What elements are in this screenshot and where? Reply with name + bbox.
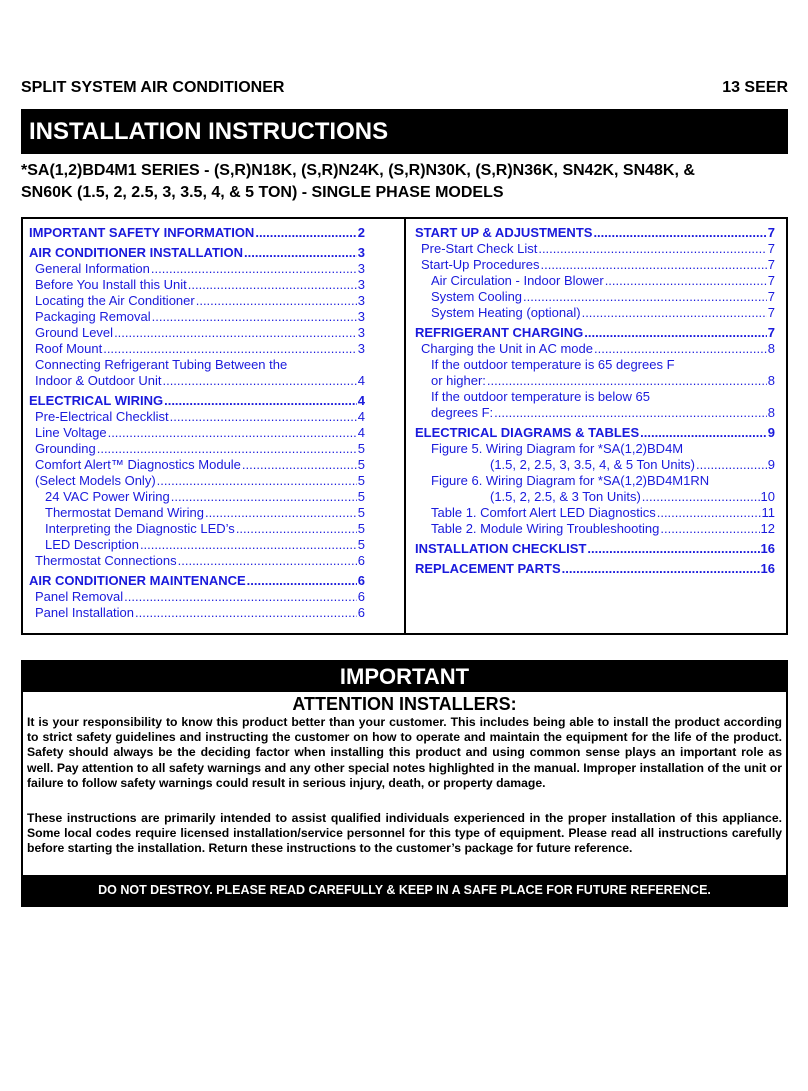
toc-label: General Information (35, 261, 150, 276)
toc-leader-dots (541, 257, 767, 273)
toc-left-column (29, 225, 365, 621)
toc-leader-dots (135, 605, 357, 621)
toc-link[interactable] (29, 605, 365, 621)
seer-rating: 13 SEER (722, 79, 788, 96)
toc-continuation: If the outdoor temperature is 65 degrees F (431, 357, 675, 372)
toc-label: Packaging Removal (35, 309, 151, 324)
toc-leader-dots (124, 589, 357, 605)
toc-label: System Cooling (431, 289, 523, 304)
toc-page-number: 5 (357, 537, 365, 552)
toc-page-number: 8 (767, 341, 775, 356)
toc-label: (Select Models Only) (35, 473, 156, 488)
toc-label: Ground Level (35, 325, 114, 340)
toc-leader-dots (236, 521, 357, 537)
toc-label: Table 1. Comfort Alert LED Diagnostics (431, 505, 656, 520)
toc-section-link[interactable] (29, 245, 365, 261)
toc-page-number: 3 (357, 309, 365, 324)
toc-link[interactable] (29, 441, 365, 457)
do-not-destroy-footer: DO NOT DESTROY. PLEASE READ CAREFULLY & KEEP IN A SAFE PLACE FOR FUTURE REFERENCE. (23, 875, 786, 905)
toc-label: Table 2. Module Wiring Troubleshooting (431, 521, 660, 536)
toc-page-number: 8 (767, 373, 775, 388)
toc-leader-dots (108, 425, 357, 441)
notice-paragraph: It is your responsibility to know this product better than your customer. This includes being able to install the product according to strict safety guidelines and instructing the customer on how to operate and maintain the equipment for the life of the product. Safety should always be the deciding factor when installing this product and using common sense plays an important role as well. Pay attention to all safety warnings and any other special notes highlighted in the manual. Improper installation of the unit or failure to follow safety warnings could result in serious injury, death, or property damage. (27, 715, 782, 790)
toc-page-number: 5 (357, 441, 365, 456)
toc-label: INSTALLATION CHECKLIST (415, 541, 587, 556)
toc-label: AIR CONDITIONER INSTALLATION (29, 245, 244, 260)
toc-page-number: 4 (357, 425, 365, 440)
toc-link[interactable] (29, 505, 365, 521)
toc-link[interactable] (29, 261, 365, 277)
toc-leader-dots (523, 289, 767, 305)
toc-page-number: 3 (357, 245, 365, 260)
toc-link[interactable] (415, 405, 775, 421)
toc-label: Indoor & Outdoor Unit (35, 373, 162, 388)
subtitle-line: *SA(1,2)BD4M1 SERIES - (S,R)N18K, (S,R)N24K, (S,R)N30K, (S,R)N36K, SN42K, SN48K, & (21, 162, 695, 179)
toc-page-number: 5 (357, 457, 365, 472)
toc-leader-dots (696, 457, 767, 473)
toc-page-number: 10 (760, 489, 775, 504)
toc-link[interactable] (29, 589, 365, 605)
toc-page-number: 3 (357, 341, 365, 356)
toc-page-number: 9 (767, 425, 775, 440)
toc-label: Charging the Unit in AC mode (421, 341, 593, 356)
table-of-contents (21, 217, 788, 635)
toc-leader-dots (152, 309, 357, 325)
toc-leader-dots (642, 489, 760, 505)
toc-label: Pre-Electrical Checklist (35, 409, 169, 424)
toc-page-number: 6 (357, 605, 365, 620)
toc-section-link[interactable] (29, 393, 365, 409)
toc-label: Before You Install this Unit (35, 277, 187, 292)
toc-leader-dots (640, 425, 767, 441)
toc-leader-dots (171, 489, 357, 505)
toc-link[interactable] (29, 325, 365, 341)
toc-leader-dots (97, 441, 357, 457)
toc-page-number: 6 (357, 573, 365, 588)
toc-leader-dots (188, 277, 357, 293)
toc-link[interactable] (415, 505, 775, 521)
toc-leader-dots (242, 457, 357, 473)
toc-link[interactable] (29, 373, 365, 389)
toc-label: Start-Up Procedures (421, 257, 540, 272)
toc-page-number: 9 (767, 457, 775, 472)
notice-paragraph: These instructions are primarily intended to assist qualified individuals experienced in the proper installation of this appliance. Some local codes require licensed installation/service personnel for this type of equipment. Please read all instructions carefully before starting the installation. Return these instructions to the customer’s package for future reference. (27, 811, 782, 856)
toc-page-number: 6 (357, 553, 365, 568)
toc-leader-dots (114, 325, 357, 341)
toc-leader-dots (170, 409, 357, 425)
toc-link[interactable] (415, 521, 775, 537)
toc-section-link[interactable] (415, 325, 775, 341)
toc-continuation: If the outdoor temperature is below 65 (431, 389, 650, 404)
toc-label: 24 VAC Power Wiring (45, 489, 170, 504)
toc-page-number: 7 (767, 305, 775, 320)
toc-leader-dots (593, 225, 766, 241)
toc-continuation: Connecting Refrigerant Tubing Between the (35, 357, 288, 372)
toc-label: REFRIGERANT CHARGING (415, 325, 584, 340)
toc-leader-dots (151, 261, 357, 277)
toc-link[interactable] (29, 457, 365, 473)
toc-label: Pre-Start Check List (421, 241, 538, 256)
toc-leader-dots (562, 561, 760, 577)
toc-leader-dots (582, 305, 767, 321)
toc-page-number: 3 (357, 261, 365, 276)
toc-page-number: 4 (357, 373, 365, 388)
toc-link[interactable] (415, 341, 775, 357)
toc-label: or higher: (431, 373, 486, 388)
toc-label: LED Description (45, 537, 139, 552)
toc-page-number: 5 (357, 489, 365, 504)
toc-page-number: 6 (357, 589, 365, 604)
toc-page-number: 7 (767, 273, 775, 288)
toc-link[interactable] (415, 241, 775, 257)
toc-link[interactable] (29, 521, 365, 537)
toc-label: degrees F: (431, 405, 494, 420)
toc-link[interactable] (29, 341, 365, 357)
toc-label: Thermostat Connections (35, 553, 177, 568)
toc-leader-dots (157, 473, 357, 489)
toc-label: REPLACEMENT PARTS (415, 561, 561, 576)
toc-leader-dots (657, 505, 761, 521)
toc-section-link[interactable] (415, 225, 775, 241)
toc-label: Thermostat Demand Wiring (45, 505, 204, 520)
toc-page-number: 7 (767, 257, 775, 272)
toc-page-number: 16 (760, 561, 775, 576)
model-subtitle (21, 160, 788, 204)
toc-page-number: 5 (357, 521, 365, 536)
toc-page-number: 8 (767, 405, 775, 420)
toc-label: Locating the Air Conditioner (35, 293, 195, 308)
toc-label: ELECTRICAL WIRING (29, 393, 164, 408)
toc-leader-dots (494, 405, 767, 421)
toc-leader-dots (584, 325, 766, 341)
attention-subtitle: ATTENTION INSTALLERS: (292, 694, 517, 714)
toc-leader-dots (196, 293, 357, 309)
toc-page-number: 11 (761, 505, 775, 520)
toc-link[interactable] (29, 425, 365, 441)
toc-label: Roof Mount (35, 341, 103, 356)
toc-link[interactable] (29, 553, 365, 569)
toc-link[interactable] (29, 293, 365, 309)
toc-leader-dots (244, 245, 357, 261)
toc-leader-dots (247, 573, 357, 589)
toc-page-number: 7 (767, 289, 775, 304)
toc-leader-dots (255, 225, 356, 241)
toc-continuation: Figure 6. Wiring Diagram for *SA(1,2)BD4M1RN (431, 473, 710, 488)
toc-leader-dots (164, 393, 357, 409)
toc-link[interactable] (415, 273, 775, 289)
toc-leader-dots (103, 341, 357, 357)
toc-label: START UP & ADJUSTMENTS (415, 225, 593, 240)
header-row (21, 79, 788, 99)
toc-page-number: 4 (357, 393, 365, 408)
important-notice (21, 660, 788, 907)
toc-link[interactable] (415, 489, 775, 505)
toc-leader-dots (487, 373, 767, 389)
toc-link[interactable] (29, 277, 365, 293)
toc-label: System Heating (optional) (431, 305, 581, 320)
toc-leader-dots (162, 373, 356, 389)
toc-label: Air Circulation - Indoor Blower (431, 273, 604, 288)
toc-link[interactable] (415, 373, 775, 389)
toc-label: (1.5, 2, 2.5, & 3 Ton Units) (490, 489, 641, 504)
title-banner: INSTALLATION INSTRUCTIONS (21, 109, 788, 154)
toc-link[interactable] (415, 305, 775, 321)
toc-leader-dots (594, 341, 767, 357)
toc-page-number: 16 (760, 541, 775, 556)
toc-page-number: 5 (357, 473, 365, 488)
toc-section-link[interactable] (29, 225, 365, 241)
toc-link[interactable] (415, 289, 775, 305)
toc-leader-dots (587, 541, 759, 557)
toc-leader-dots (605, 273, 767, 289)
toc-page-number: 2 (357, 225, 365, 240)
subtitle-line: SN60K (1.5, 2, 2.5, 3, 3.5, 4, & 5 TON) - SINGLE PHASE MODELS (21, 184, 504, 201)
toc-page-number: 4 (357, 409, 365, 424)
toc-leader-dots (140, 537, 357, 553)
toc-page-number: 3 (357, 293, 365, 308)
toc-right-column (415, 225, 775, 577)
toc-link[interactable] (415, 257, 775, 273)
toc-leader-dots (178, 553, 357, 569)
toc-page-number: 3 (357, 325, 365, 340)
toc-leader-dots (660, 521, 759, 537)
toc-leader-dots (538, 241, 766, 257)
toc-link[interactable] (29, 309, 365, 325)
important-title: IMPORTANT (23, 662, 786, 692)
toc-page-number: 3 (357, 277, 365, 292)
toc-page-number: 7 (767, 241, 775, 256)
toc-label: Line Voltage (35, 425, 107, 440)
toc-link[interactable] (29, 409, 365, 425)
toc-label: Interpreting the Diagnostic LED’s (45, 521, 235, 536)
toc-page-number: 7 (767, 325, 775, 340)
toc-label: Comfort Alert™ Diagnostics Module (35, 457, 241, 472)
toc-label: IMPORTANT SAFETY INFORMATION (29, 225, 255, 240)
toc-section-link[interactable] (415, 541, 775, 557)
toc-section-link[interactable] (29, 573, 365, 589)
document-category: SPLIT SYSTEM AIR CONDITIONER (21, 79, 285, 96)
toc-link[interactable] (415, 457, 775, 473)
toc-continuation: Figure 5. Wiring Diagram for *SA(1,2)BD4M (431, 441, 684, 456)
toc-link[interactable] (29, 537, 365, 553)
toc-label: Grounding (35, 441, 96, 456)
toc-page-number: 5 (357, 505, 365, 520)
toc-section-link[interactable] (415, 561, 775, 577)
toc-label: ELECTRICAL DIAGRAMS & TABLES (415, 425, 640, 440)
toc-label: (1.5, 2, 2.5, 3, 3.5, 4, & 5 Ton Units) (490, 457, 695, 472)
toc-page-number: 7 (767, 225, 775, 240)
toc-divider (404, 219, 406, 633)
toc-link[interactable] (29, 473, 365, 489)
toc-leader-dots (205, 505, 357, 521)
toc-label: Panel Removal (35, 589, 124, 604)
toc-page-number: 12 (760, 521, 775, 536)
toc-label: Panel Installation (35, 605, 135, 620)
toc-section-link[interactable] (415, 425, 775, 441)
toc-link[interactable] (29, 489, 365, 505)
toc-label: AIR CONDITIONER MAINTENANCE (29, 573, 246, 588)
